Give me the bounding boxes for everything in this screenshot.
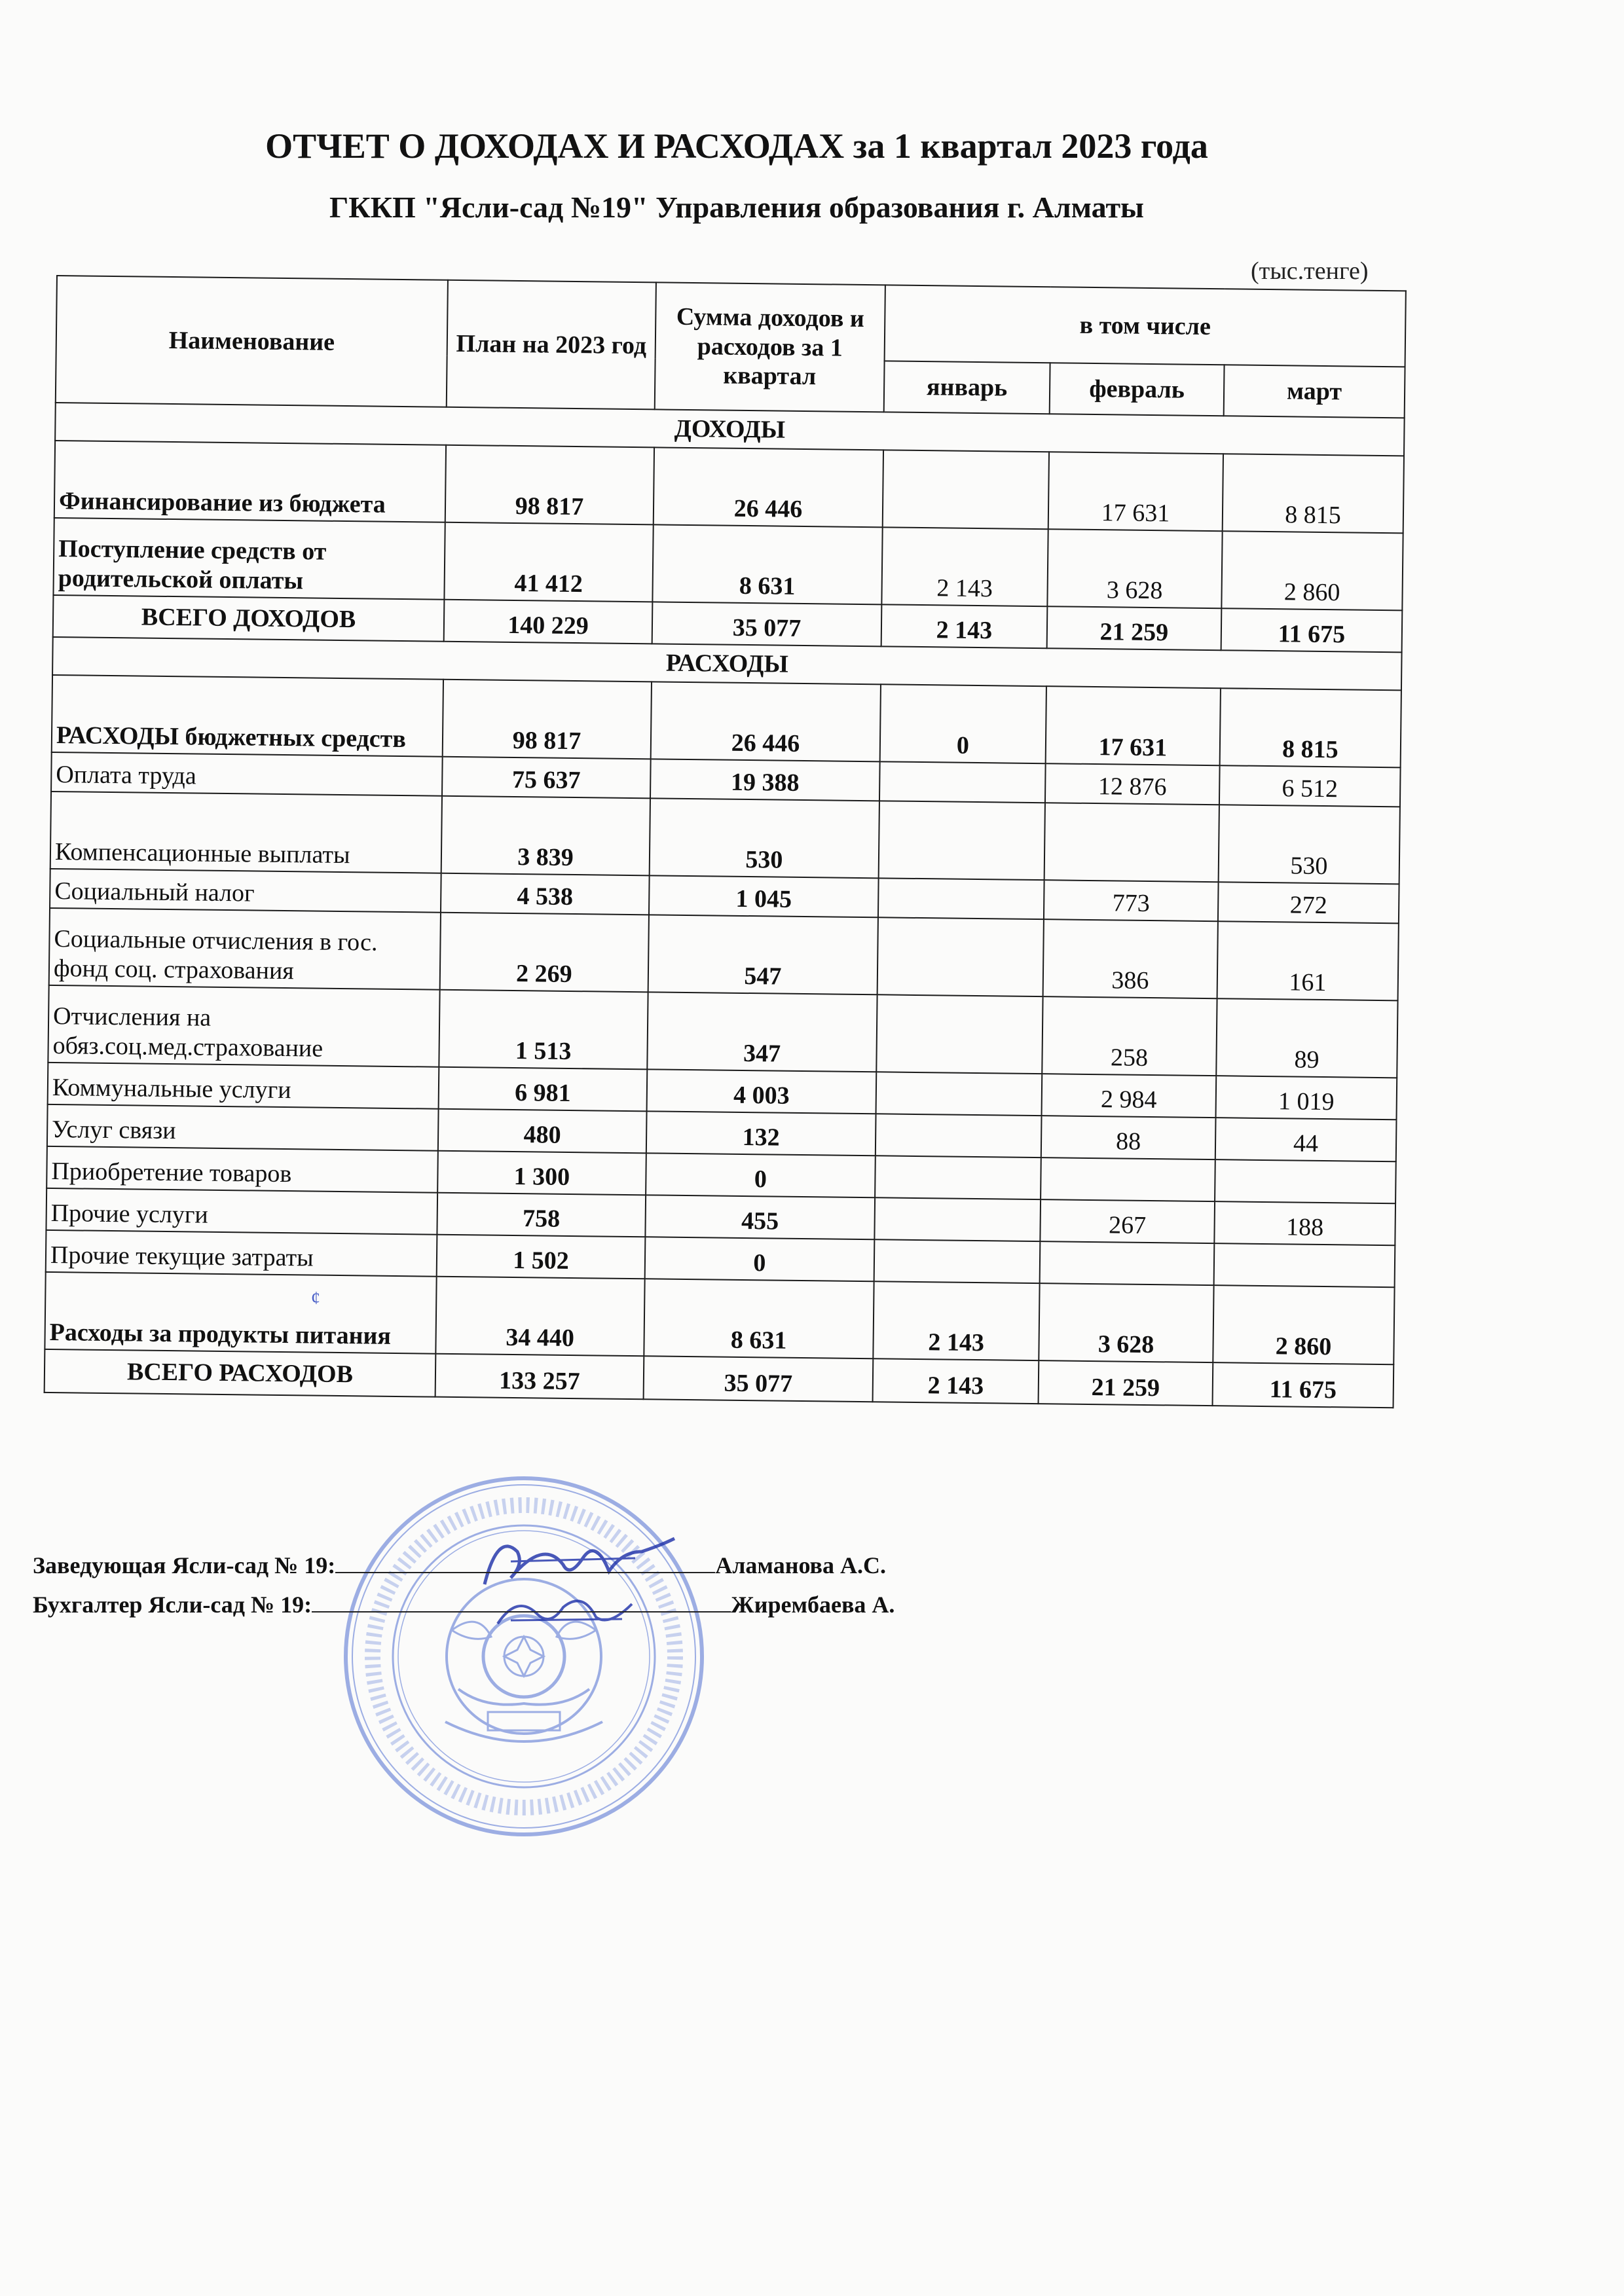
cell-sum: 8 631 bbox=[652, 524, 882, 604]
cell-feb: 3 628 bbox=[1039, 1283, 1213, 1362]
cell-mar: 89 bbox=[1216, 998, 1397, 1078]
accountant-label: Бухгалтер Ясли-сад № 19: bbox=[33, 1592, 312, 1618]
col-header-sum: Сумма доходов и расходов за 1 квартал bbox=[655, 282, 885, 412]
cell-jan bbox=[876, 1072, 1043, 1116]
accountant-signature-line bbox=[33, 1591, 895, 1618]
head-signature-line bbox=[33, 1552, 886, 1579]
cell-sum: 35 077 bbox=[652, 602, 882, 646]
cell-plan: 1 300 bbox=[437, 1151, 646, 1195]
cell-jan bbox=[879, 761, 1046, 803]
cell-jan: 2 143 bbox=[873, 1281, 1039, 1360]
cell-mar: 6 512 bbox=[1219, 765, 1401, 807]
cell-sum: 347 bbox=[647, 992, 877, 1072]
cell-plan: 1 502 bbox=[437, 1235, 646, 1279]
head-name: Аламанова А.С. bbox=[715, 1552, 886, 1578]
cell-plan: 6 981 bbox=[439, 1067, 648, 1112]
cell-feb bbox=[1040, 1241, 1215, 1285]
row-name: Услуг связи bbox=[47, 1104, 439, 1151]
cell-jan bbox=[878, 878, 1044, 919]
cell-feb bbox=[1041, 1157, 1215, 1201]
cell-plan: 480 bbox=[438, 1109, 647, 1154]
cell-plan: 140 229 bbox=[444, 600, 653, 644]
row-name: Расходы за продукты питания bbox=[45, 1272, 436, 1354]
cell-plan: 98 817 bbox=[443, 680, 652, 759]
row-name: РАСХОДЫ бюджетных средств bbox=[52, 675, 443, 757]
ink-speck: ¢ bbox=[311, 1288, 320, 1309]
col-header-jan: январь bbox=[884, 361, 1050, 414]
cell-feb: 12 876 bbox=[1045, 763, 1220, 805]
cell-plan: 3 839 bbox=[441, 796, 650, 876]
cell-plan: 2 269 bbox=[440, 913, 649, 993]
cell-jan: 2 143 bbox=[873, 1358, 1039, 1404]
cell-sum: 19 388 bbox=[650, 759, 880, 801]
cell-feb: 267 bbox=[1040, 1199, 1215, 1243]
cell-mar: 2 860 bbox=[1213, 1285, 1394, 1364]
cell-mar: 161 bbox=[1217, 921, 1399, 1000]
cell-sum: 26 446 bbox=[654, 447, 883, 527]
cell-plan: 1 513 bbox=[439, 990, 648, 1070]
row-name: Прочие услуги bbox=[46, 1188, 437, 1235]
cell-mar bbox=[1215, 1159, 1396, 1203]
cell-sum: 26 446 bbox=[651, 682, 881, 761]
cell-feb: 773 bbox=[1044, 880, 1219, 921]
cell-sum: 35 077 bbox=[644, 1356, 874, 1402]
report-title: ОТЧЕТ О ДОХОДАХ И РАСХОДАХ за 1 квартал 2023 года bbox=[265, 126, 1208, 166]
row-name: Коммунальные услуги bbox=[48, 1063, 439, 1109]
cell-mar: 11 675 bbox=[1221, 608, 1403, 652]
cell-jan bbox=[876, 1114, 1042, 1157]
cell-feb: 17 631 bbox=[1046, 686, 1221, 765]
cell-feb: 3 628 bbox=[1047, 529, 1222, 608]
table-row bbox=[53, 518, 1403, 610]
row-name: Социальные отчисления в гос. фонд соц. страхования bbox=[49, 908, 441, 990]
cell-mar bbox=[1214, 1243, 1395, 1287]
row-name: Отчисления на обяз.соц.мед.страхование bbox=[48, 985, 439, 1067]
cell-sum: 455 bbox=[645, 1195, 875, 1239]
table-row bbox=[48, 985, 1397, 1078]
report-table bbox=[44, 275, 1407, 1408]
row-name: ВСЕГО РАСХОДОВ bbox=[45, 1349, 436, 1397]
cell-plan: 758 bbox=[437, 1193, 646, 1237]
accountant-name: Жирембаева А. bbox=[731, 1592, 895, 1618]
cell-feb: 88 bbox=[1041, 1116, 1216, 1159]
cell-plan: 133 257 bbox=[435, 1354, 644, 1400]
cell-sum: 8 631 bbox=[644, 1279, 874, 1358]
row-name: Прочие текущие затраты bbox=[46, 1230, 437, 1277]
col-header-including: в том числе bbox=[885, 285, 1406, 367]
cell-jan: 2 143 bbox=[881, 604, 1048, 648]
cell-feb: 21 259 bbox=[1039, 1360, 1213, 1406]
cell-mar: 188 bbox=[1214, 1201, 1395, 1245]
cell-mar: 44 bbox=[1215, 1118, 1397, 1161]
col-header-plan: План на 2023 год bbox=[447, 280, 656, 410]
cell-jan bbox=[877, 917, 1044, 996]
cell-mar: 272 bbox=[1218, 882, 1399, 923]
cell-feb: 21 259 bbox=[1047, 606, 1222, 650]
cell-sum: 0 bbox=[645, 1237, 875, 1281]
table-row bbox=[54, 441, 1404, 533]
section-income: ДОХОДЫ bbox=[55, 403, 1405, 456]
cell-mar: 1 019 bbox=[1216, 1076, 1397, 1120]
head-label: Заведующая Ясли-сад № 19: bbox=[33, 1552, 336, 1578]
report-subtitle: ГККП "Ясли-сад №19" Управления образования г. Алматы bbox=[329, 191, 1144, 224]
table-row bbox=[49, 908, 1399, 1000]
cell-plan: 98 817 bbox=[445, 445, 654, 525]
row-name: Приобретение товаров bbox=[46, 1146, 438, 1193]
cell-feb: 258 bbox=[1042, 996, 1217, 1076]
row-name: Оплата труда bbox=[51, 752, 443, 796]
cell-jan bbox=[876, 994, 1043, 1074]
signature-underline bbox=[335, 1552, 715, 1573]
cell-feb: 2 984 bbox=[1042, 1074, 1217, 1118]
cell-sum: 4 003 bbox=[647, 1069, 877, 1114]
cell-feb: 386 bbox=[1043, 919, 1218, 998]
table-row bbox=[50, 792, 1400, 884]
row-name: Компенсационные выплаты bbox=[50, 792, 442, 873]
row-name: Финансирование из бюджета bbox=[54, 441, 446, 522]
col-header-feb: февраль bbox=[1050, 363, 1225, 416]
cell-plan: 75 637 bbox=[442, 757, 651, 799]
cell-jan bbox=[883, 450, 1049, 529]
cell-mar: 11 675 bbox=[1213, 1362, 1394, 1408]
cell-jan bbox=[874, 1197, 1041, 1241]
cell-mar: 8 815 bbox=[1223, 454, 1404, 533]
cell-sum: 132 bbox=[646, 1111, 876, 1156]
cell-sum: 0 bbox=[646, 1153, 876, 1197]
cell-jan: 2 143 bbox=[881, 527, 1048, 606]
row-name: ВСЕГО ДОХОДОВ bbox=[53, 595, 445, 642]
cell-mar: 2 860 bbox=[1221, 531, 1403, 610]
cell-jan bbox=[874, 1239, 1041, 1283]
cell-sum: 1 045 bbox=[649, 875, 879, 917]
cell-feb bbox=[1044, 803, 1219, 882]
units-label: (тыс.тенге) bbox=[1251, 257, 1369, 285]
cell-mar: 8 815 bbox=[1220, 688, 1401, 767]
cell-feb: 17 631 bbox=[1048, 452, 1223, 531]
section-expense: РАСХОДЫ bbox=[52, 637, 1402, 690]
cell-mar: 530 bbox=[1219, 805, 1400, 884]
table-row bbox=[45, 1272, 1394, 1364]
cell-plan: 34 440 bbox=[435, 1277, 644, 1357]
cell-sum: 547 bbox=[648, 915, 878, 994]
cell-jan: 0 bbox=[880, 684, 1046, 763]
row-name: Поступление средств от родительской оплаты bbox=[53, 518, 445, 600]
signature-underline bbox=[312, 1592, 731, 1613]
col-header-name: Наименование bbox=[56, 276, 448, 407]
table-row bbox=[52, 675, 1401, 767]
cell-jan bbox=[879, 801, 1045, 880]
cell-sum: 530 bbox=[650, 798, 879, 878]
cell-plan: 41 412 bbox=[444, 522, 653, 602]
col-header-mar: март bbox=[1224, 365, 1405, 418]
cell-jan bbox=[875, 1156, 1041, 1199]
row-name: Социальный налог bbox=[50, 869, 441, 913]
cell-plan: 4 538 bbox=[441, 873, 650, 915]
